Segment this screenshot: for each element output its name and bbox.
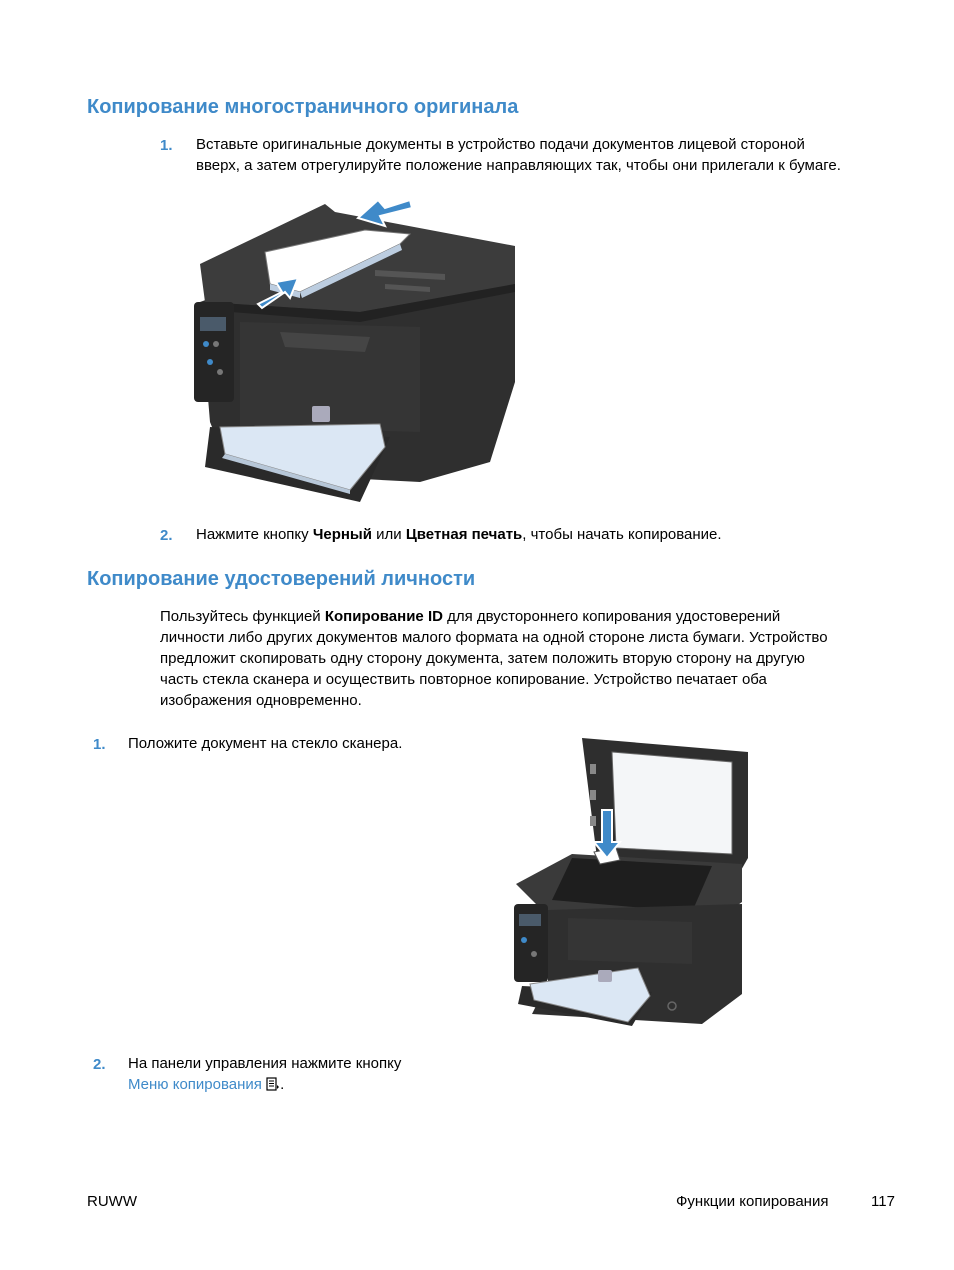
intro-line: изображения одновременно.: [160, 692, 362, 709]
intro-line: личности либо других документов малого формата на одной стороне листа бумаги. Устройство: [160, 629, 828, 646]
intro-line: предложит скопировать одну сторону документа, затем положить вторую сторону на другую: [160, 650, 805, 667]
intro-paragraph: [160, 606, 900, 711]
copy-menu-link[interactable]: Меню копирования: [128, 1076, 262, 1093]
section-title-id-copy: Копирование удостоверений личности: [87, 568, 476, 590]
footer-section: Функции копирования: [676, 1193, 829, 1210]
section-title-multipage: Копирование многостраничного оригинала: [87, 96, 519, 118]
step-line: [128, 1074, 468, 1095]
step-line: Вставьте оригинальные документы в устройство подачи документов лицевой стороной: [196, 136, 805, 153]
page-number: 117: [871, 1193, 895, 1210]
step-text-part: или: [371, 526, 406, 543]
copy-menu-icon: [266, 1077, 280, 1091]
step-line: вверх, а затем отрегулируйте положение направляющих так, чтобы они прилегали к бумаге.: [196, 157, 841, 174]
step-text-part: .: [280, 1076, 285, 1093]
footer-left: RUWW: [87, 1193, 137, 1210]
color-print-button-name: Цветная печать: [405, 526, 523, 543]
step-text-part: Нажмите кнопку: [196, 526, 313, 543]
step-text: Положите документ на стекло сканера.: [128, 735, 403, 752]
id-copy-function-name: Копирование ID: [324, 608, 443, 625]
step-line: На панели управления нажмите кнопку: [128, 1055, 402, 1072]
hp-logo: [312, 406, 330, 422]
step-text-part: , чтобы начать копирование.: [522, 526, 722, 543]
intro-text-part: для двустороннего копирования удостоверений: [442, 608, 781, 625]
step-text: [196, 134, 896, 176]
step-number: 1.: [160, 137, 173, 154]
printer-adf-illustration: [190, 192, 530, 510]
step-text: [128, 1053, 468, 1095]
black-button-name: Черный: [312, 526, 372, 543]
step-text: [196, 524, 896, 545]
intro-line: часть стекла сканера и осуществить повторное копирование. Устройство печатает оба: [160, 671, 767, 688]
intro-text-part: Пользуйтесь функцией: [160, 608, 325, 625]
step-number: 2.: [160, 527, 173, 544]
hp-logo: [598, 970, 612, 982]
step-number: 1.: [93, 736, 106, 753]
scanner-glass-illustration: [512, 734, 752, 1028]
step-number: 2.: [93, 1056, 106, 1073]
intro-line: [160, 606, 900, 627]
